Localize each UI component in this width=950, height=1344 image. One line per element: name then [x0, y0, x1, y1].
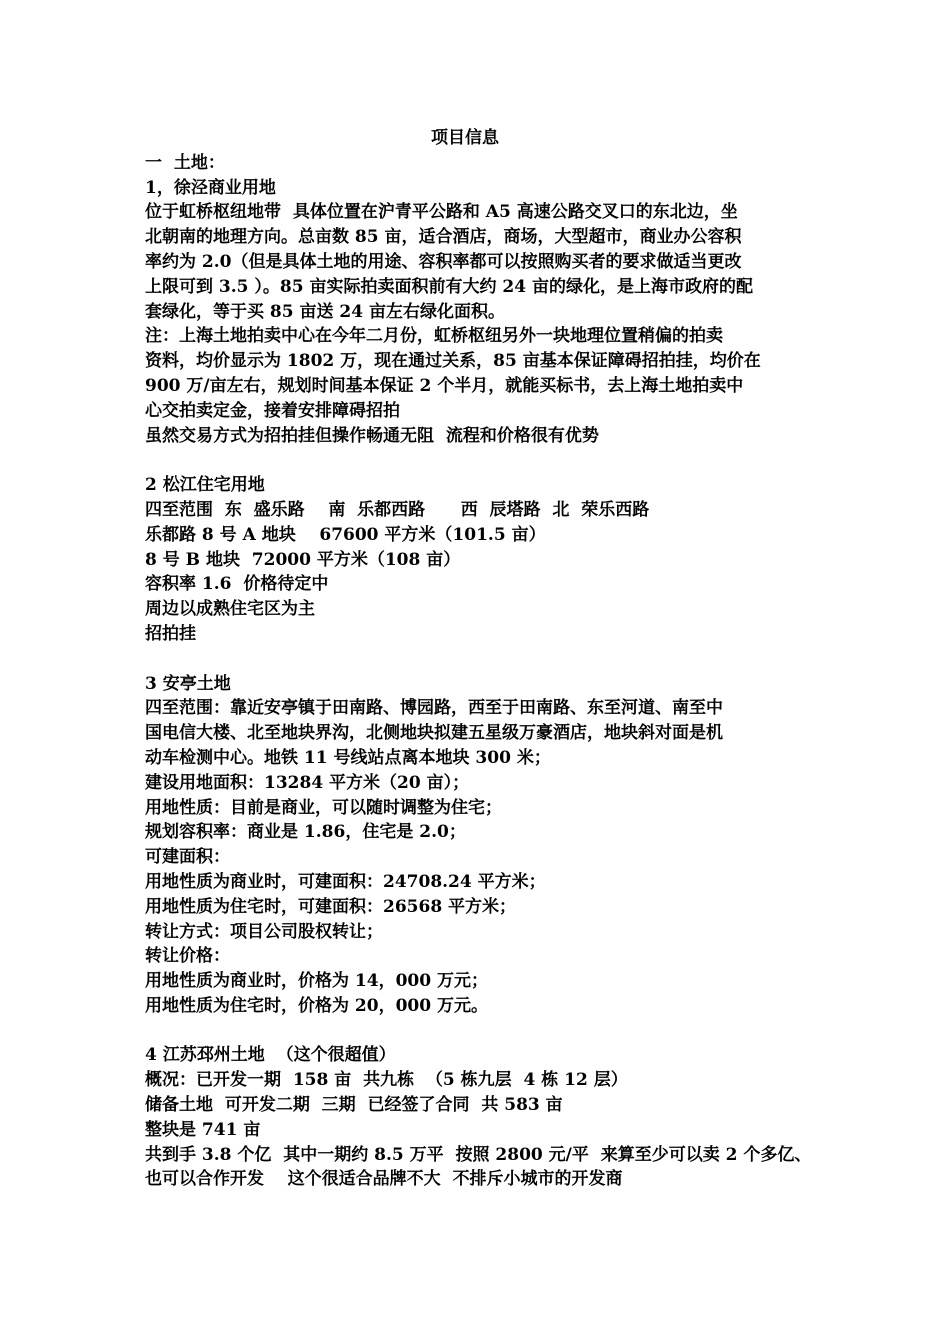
text-line: 容积率 1.6 价格待定中 — [145, 574, 329, 595]
text-line: 乐都路 8 号 A 地块 67600 平方米（101.5 亩） — [145, 524, 546, 545]
blank-line — [145, 647, 825, 672]
document-body — [145, 126, 825, 1192]
text-line: 用地性质为商业时，可建面积：24708.24 平方米； — [145, 871, 546, 892]
blank-line — [145, 448, 825, 473]
text-line: 1，徐泾商业用地 — [145, 177, 276, 198]
text-line: 周边以成熟住宅区为主 — [145, 599, 315, 620]
text-line: 转让价格： — [145, 946, 230, 967]
text-line: 国电信大楼、北至地块界沟，北侧地块拟建五星级万豪酒店，地块斜对面是机 — [145, 723, 723, 744]
text-line: 3 安亭土地 — [145, 673, 231, 694]
text-line: 四至范围：靠近安亭镇于田南路、博园路，西至于田南路、东至河道、南至中 — [145, 698, 723, 719]
text-line: 也可以合作开发 这个很适合品牌不大 不排斥小城市的开发商 — [145, 1169, 623, 1190]
text-line: 概况：已开发一期 158 亩 共九栋 （5 栋九层 4 栋 12 层） — [145, 1070, 628, 1091]
text-line: 转让方式：项目公司股权转让； — [145, 921, 383, 942]
text-line: 4 江苏邳州土地 （这个很超值） — [145, 1045, 396, 1066]
text-line: 整块是 741 亩 — [145, 1119, 261, 1140]
text-line: 上限可到 3.5 ）。85 亩实际拍卖面积前有大约 24 亩的绿化，是上海市政府的配 — [145, 276, 753, 297]
text-line: 8 号 B 地块 72000 平方米（108 亩） — [145, 549, 461, 570]
text-line: 储备土地 可开发二期 三期 已经签了合同 共 583 亩 — [145, 1095, 563, 1116]
text-line: 资料，均价显示为 1802 万，现在通过关系，85 亩基本保证障碍招拍挂，均价在 — [145, 351, 761, 372]
text-line: 心交拍卖定金，接着安排障碍招拍 — [145, 400, 400, 421]
text-line: 2 松江住宅用地 — [145, 475, 265, 496]
text-line: 虽然交易方式为招拍挂但操作畅通无阻 流程和价格很有优势 — [145, 425, 599, 446]
text-line: 规划容积率：商业是 1.86，住宅是 2.0； — [145, 822, 466, 843]
text-line: 900 万/亩左右，规划时间基本保证 2 个半月，就能买标书，去上海土地拍卖中 — [145, 375, 744, 396]
text-line: 四至范围 东 盛乐路 南 乐都西路 西 辰塔路 北 荣乐西路 — [145, 499, 650, 520]
text-line: 用地性质为住宅时，价格为 20，000 万元。 — [145, 995, 488, 1016]
text-line: 北朝南的地理方向。总亩数 85 亩，适合酒店，商场，大型超市，商业办公容积 — [145, 227, 742, 248]
text-line: 共到手 3.8 个亿 其中一期约 8.5 万平 按照 2800 元/平 来算至少可以卖 2 个多亿、 — [145, 1144, 812, 1165]
text-line: 用地性质：目前是商业，可以随时调整为住宅； — [145, 797, 502, 818]
text-line: 建设用地面积：13284 平方米（20 亩）； — [145, 772, 470, 793]
text-line: 动车检测中心。地铁 11 号线站点离本地块 300 米； — [145, 747, 551, 768]
text-line: 注：上海土地拍卖中心在今年二月份，虹桥枢纽另外一块地理位置稍偏的拍卖 — [145, 326, 723, 347]
blank-line — [145, 1019, 825, 1044]
document-lines — [145, 151, 825, 1192]
document-title: 项目信息 — [431, 128, 499, 148]
text-line: 可建面积： — [145, 847, 230, 868]
text-line: 招拍挂 — [145, 623, 196, 644]
text-line: 位于虹桥枢纽地带 具体位置在沪青平公路和 A5 高速公路交叉口的东北边，坐 — [145, 202, 738, 223]
text-line: 用地性质为住宅时，可建面积：26568 平方米； — [145, 896, 517, 917]
text-line: 用地性质为商业时，价格为 14，000 万元； — [145, 971, 488, 992]
text-line: 一 土地： — [145, 152, 225, 173]
text-line: 套绿化，等于买 85 亩送 24 亩左右绿化面积。 — [145, 301, 505, 322]
text-line: 率约为 2.0（但是具体土地的用途、容积率都可以按照购买者的要求做适当更改 — [145, 251, 742, 272]
